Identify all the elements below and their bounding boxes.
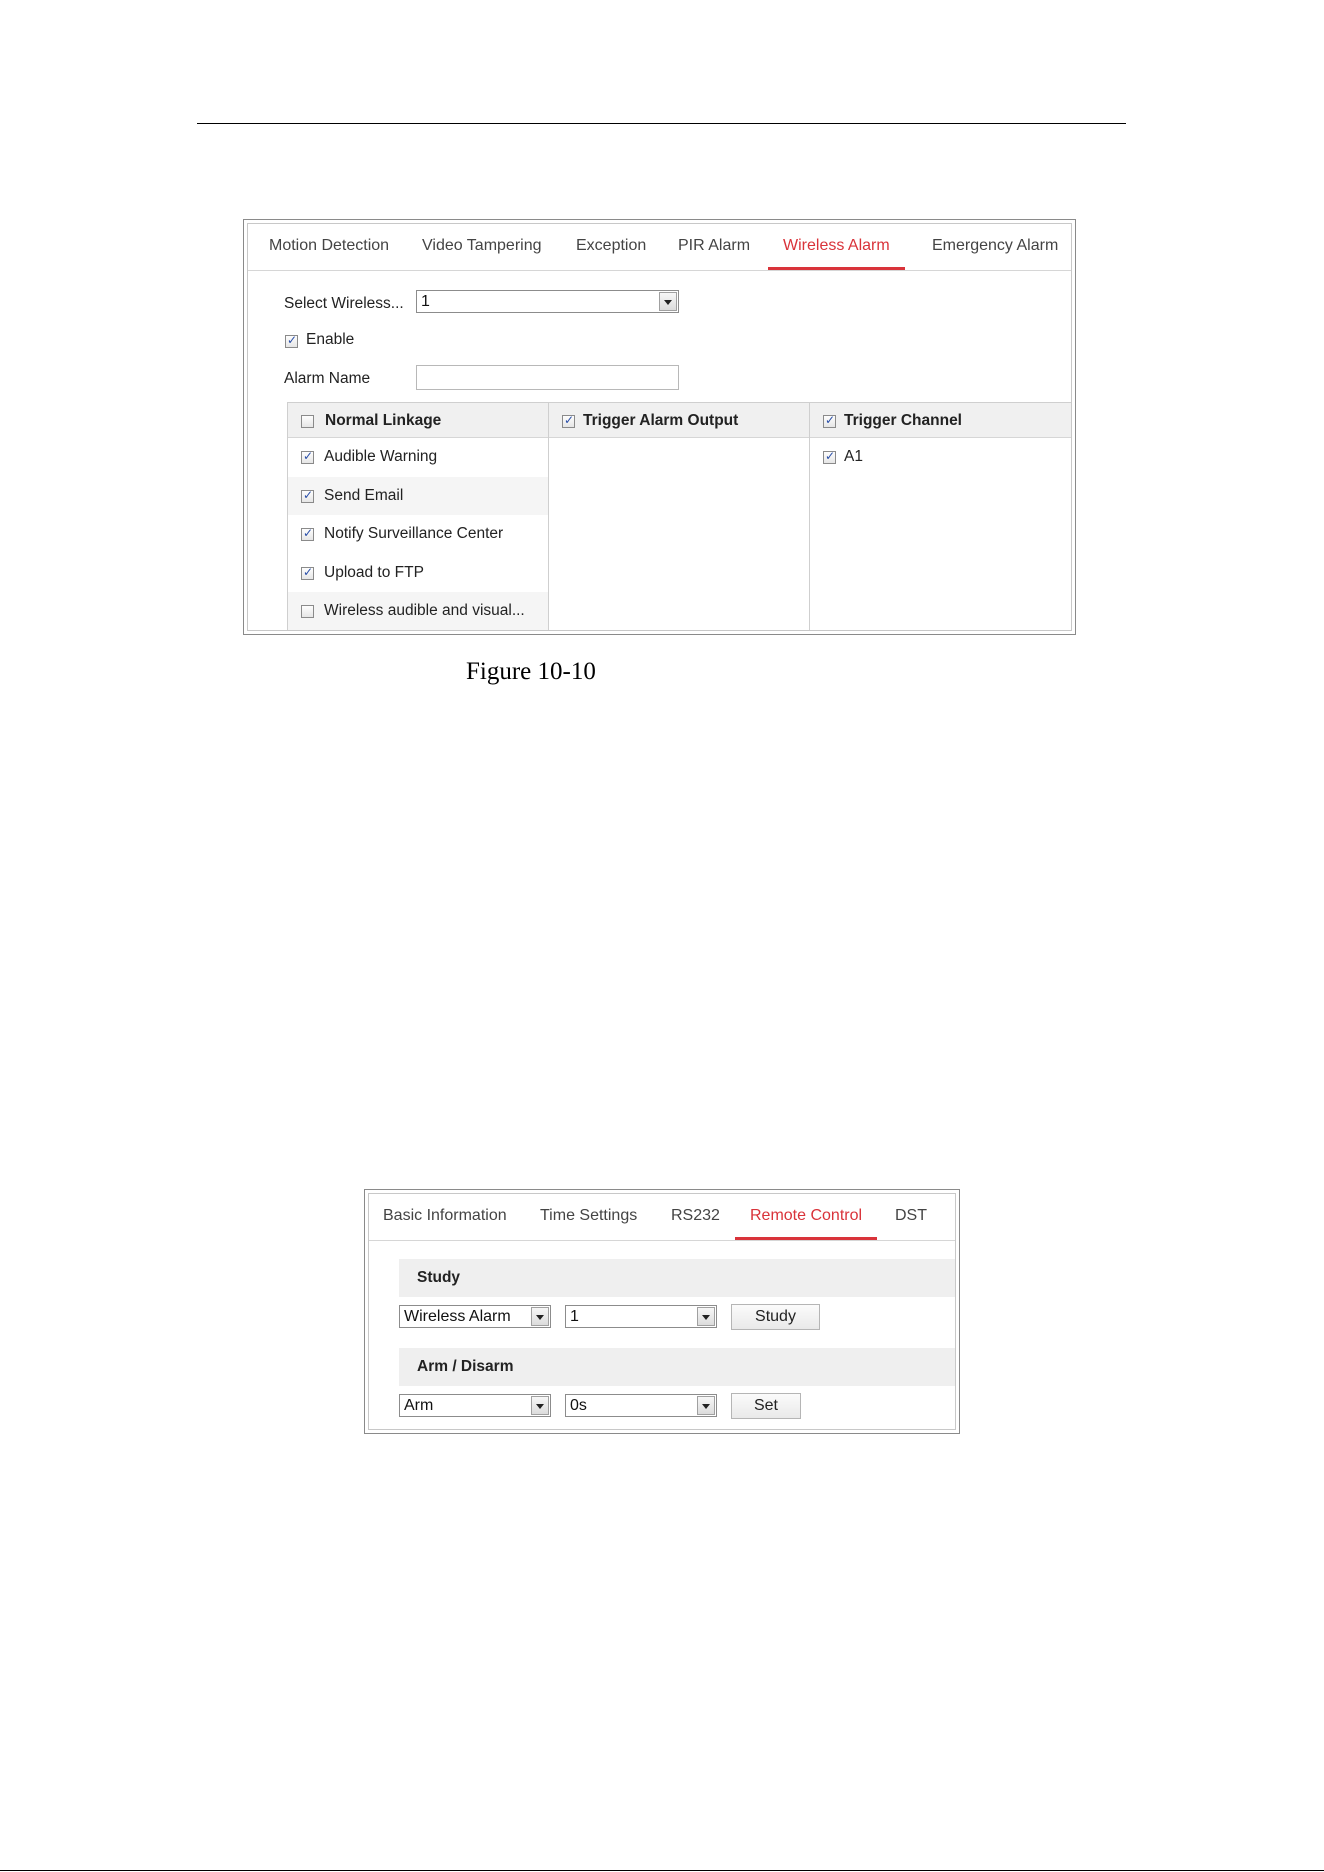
normal-linkage-checkbox[interactable] [301,415,314,428]
active-tab-indicator [768,267,905,270]
chevron-down-icon[interactable] [697,1396,715,1415]
wireless-audible-visual-checkbox[interactable] [301,605,314,618]
tab-emergency-alarm[interactable]: Emergency Alarm [932,237,1059,254]
study-button[interactable]: Study [731,1304,820,1330]
normal-linkage-title: Normal Linkage [325,412,442,429]
list-item [288,554,548,593]
chevron-down-icon[interactable] [531,1396,549,1415]
list-item-label: A1 [844,448,863,465]
normal-linkage-header [288,403,548,438]
alarm-name-label: Alarm Name [284,370,371,387]
tab-wireless-alarm[interactable] [783,224,890,270]
chevron-down-icon[interactable] [659,292,677,311]
page-header-rule [197,123,1126,124]
event-tabs [248,224,1071,271]
tab-dst[interactable]: DST [895,1207,927,1224]
list-item [288,477,548,516]
select-wireless-dropdown[interactable] [416,290,679,313]
wireless-alarm-panel [243,219,1076,635]
select-wireless-value: 1 [421,293,430,310]
trigger-alarm-output-header [549,403,809,438]
list-item-label: Send Email [324,486,404,504]
study-section-header [399,1259,955,1297]
trigger-channel-checkbox[interactable] [823,415,836,428]
trigger-channel-column [810,403,1071,631]
enable-checkbox[interactable] [285,335,298,348]
tab-motion-detection[interactable]: Motion Detection [269,237,390,254]
list-item-label: Upload to FTP [324,563,424,581]
active-tab-indicator [735,1237,877,1240]
list-item-label: Wireless audible and visual... [324,602,525,619]
trigger-alarm-output-title: Trigger Alarm Output [583,412,739,429]
notify-surveillance-center-checkbox[interactable] [301,528,314,541]
normal-linkage-column [288,403,549,631]
study-index-value: 1 [570,1308,579,1325]
channel-a1-checkbox[interactable] [823,451,836,464]
arm-delay-dropdown[interactable] [565,1394,717,1417]
settings-tabs [369,1194,955,1241]
study-type-dropdown[interactable] [399,1305,551,1328]
enable-label: Enable [306,331,355,348]
list-item [288,438,548,477]
trigger-alarm-output-checkbox[interactable] [562,415,575,428]
trigger-channel-title: Trigger Channel [844,412,962,429]
tab-exception[interactable]: Exception [576,237,647,254]
remote-control-panel [364,1189,960,1434]
chevron-down-icon[interactable] [697,1307,715,1326]
page-footer-rule [0,1870,1324,1871]
audible-warning-checkbox[interactable] [301,451,314,464]
tab-remote-control[interactable] [750,1194,862,1240]
tab-basic-information[interactable]: Basic Information [383,1207,507,1224]
figure-caption: Figure 10-10 [466,658,596,685]
list-item [288,515,548,554]
list-item-label: Notify Surveillance Center [324,525,504,542]
study-section-title: Study [417,1269,461,1286]
study-type-value: Wireless Alarm [404,1308,511,1325]
send-email-checkbox[interactable] [301,490,314,503]
alarm-name-input[interactable] [416,365,679,390]
trigger-alarm-output-column [549,403,810,631]
arm-delay-value: 0s [570,1397,587,1414]
list-item [288,592,548,631]
study-index-dropdown[interactable] [565,1305,717,1328]
list-item-label: Audible Warning [324,448,438,465]
select-wireless-label: Select Wireless... [284,295,404,312]
arm-mode-dropdown[interactable] [399,1394,551,1417]
upload-to-ftp-checkbox[interactable] [301,567,314,580]
arm-disarm-section-header [399,1348,955,1386]
tab-pir-alarm[interactable]: PIR Alarm [678,237,751,254]
tab-wireless-alarm-label: Wireless Alarm [783,237,890,254]
linkage-table [287,402,1072,631]
arm-disarm-section-title: Arm / Disarm [417,1358,514,1375]
tab-rs232[interactable]: RS232 [671,1207,720,1224]
tab-video-tampering[interactable]: Video Tampering [422,237,542,254]
set-button[interactable]: Set [731,1393,801,1419]
list-item [810,438,1071,477]
chevron-down-icon[interactable] [531,1307,549,1326]
tab-remote-control-label: Remote Control [750,1207,863,1224]
tab-time-settings[interactable]: Time Settings [540,1207,638,1224]
trigger-channel-header [810,403,1071,438]
arm-mode-value: Arm [404,1397,434,1414]
